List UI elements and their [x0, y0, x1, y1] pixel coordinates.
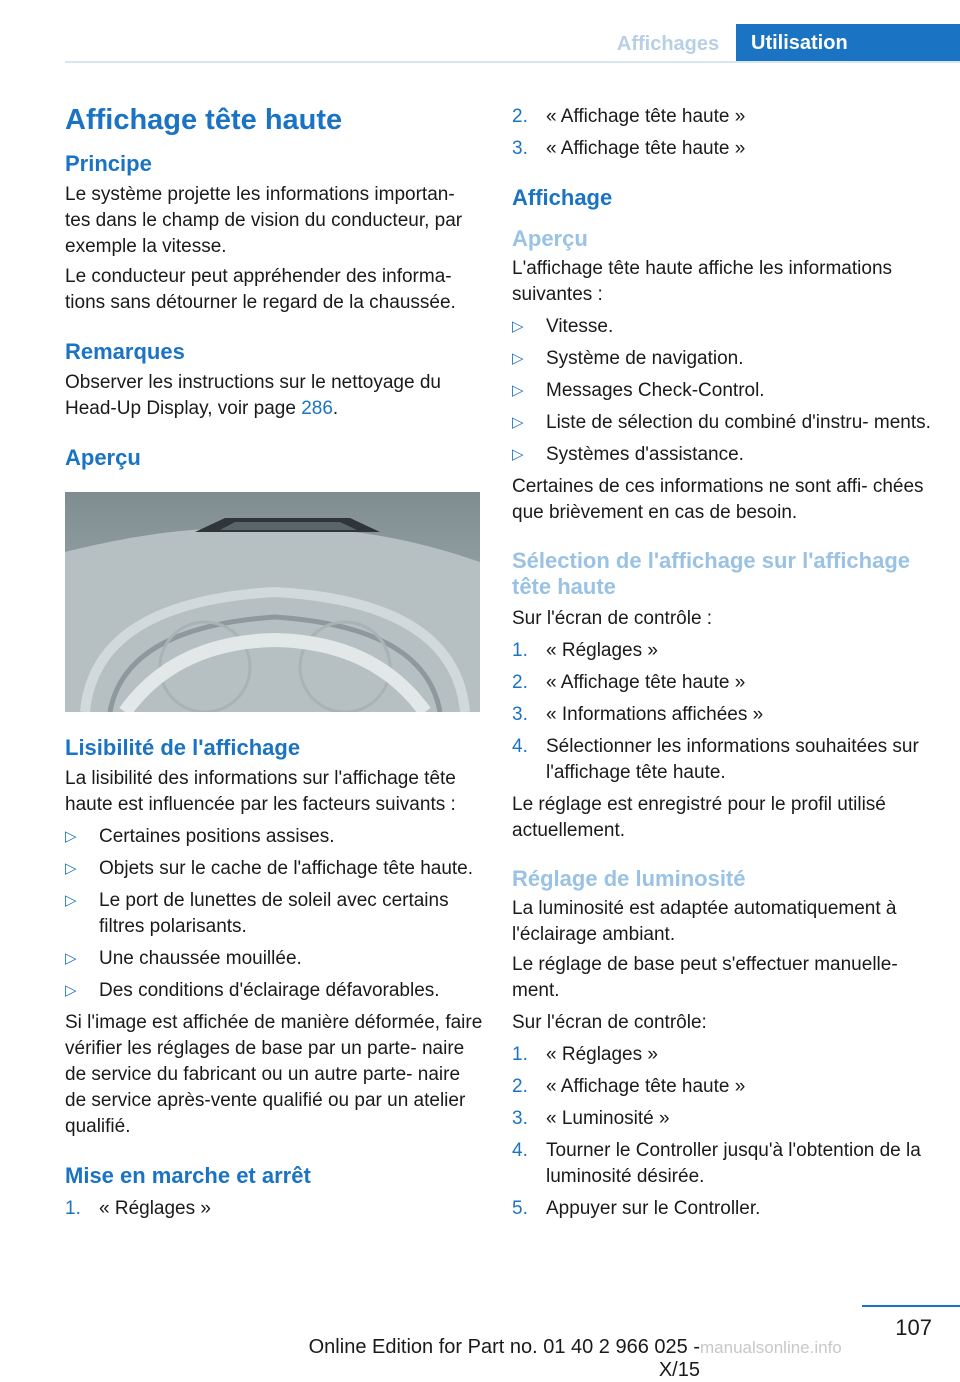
triangle-bullet-icon: ▷ [65, 860, 77, 877]
list-item [512, 1196, 932, 1222]
list-item-text: « Affichage tête haute » [546, 1076, 746, 1097]
list-item [512, 1106, 932, 1132]
list-item [65, 856, 483, 882]
luminosite-paragraph-2: Le réglage de base peut s'effectuer manuelle‐ ment. [512, 954, 898, 1001]
list-number: 1. [65, 1198, 81, 1219]
triangle-bullet-icon: ▷ [65, 950, 77, 967]
list-item-text: Une chaussée mouillée. [99, 948, 302, 969]
list-item [512, 670, 932, 696]
list-item-text: « Luminosité » [546, 1108, 670, 1129]
luminosite-heading: Réglage de luminosité [512, 866, 746, 891]
header-divider [65, 61, 960, 63]
triangle-bullet-icon: ▷ [512, 318, 524, 335]
apercu-paragraph: L'affichage tête haute affiche les informations suivantes : [512, 258, 893, 305]
list-item [512, 702, 932, 728]
list-item-text: « Affichage tête haute » [546, 106, 746, 127]
selection-intro: Sur l'écran de contrôle : [512, 608, 713, 629]
principe-paragraph-2: Le conducteur peut appréhender des informa‐ tions sans détourner le regard de la chaussée. [65, 266, 456, 313]
page-number: 107 [895, 1315, 932, 1340]
selection-list [512, 638, 932, 786]
affichage-heading: Affichage [512, 185, 613, 210]
list-item-text: « Réglages » [546, 1044, 658, 1065]
list-item [512, 314, 932, 340]
list-number: 3. [512, 1108, 528, 1129]
principe-heading: Principe [65, 151, 152, 176]
luminosite-paragraph-1: La luminosité est adaptée automatiquement à l'éclairage ambiant. [512, 898, 897, 945]
list-item [512, 734, 932, 786]
list-item-text: « Affichage tête haute » [546, 138, 746, 159]
apercu-subheading: Aperçu [512, 226, 588, 251]
triangle-bullet-icon: ▷ [512, 382, 524, 399]
list-item [65, 978, 483, 1004]
list-item-text: Objets sur le cache de l'affichage tête haute. [99, 858, 474, 879]
list-item [65, 946, 483, 972]
remarques-heading: Remarques [65, 339, 185, 364]
lisibilite-heading: Lisibilité de l'affichage [65, 735, 301, 760]
list-item [512, 1074, 932, 1100]
list-item-text: Tourner le Controller jusqu'à l'obtention de la luminosité désirée. [546, 1140, 921, 1187]
list-item [512, 1138, 932, 1190]
right-column [512, 100, 932, 1222]
triangle-bullet-icon: ▷ [512, 446, 524, 463]
list-number: 5. [512, 1198, 528, 1219]
lisibilite-paragraph: La lisibilité des informations sur l'affichage tête haute est influencée par les facteurs suivants : [65, 768, 456, 815]
left-column [65, 100, 483, 1222]
list-item [512, 638, 932, 664]
list-item-text: Système de navigation. [546, 348, 744, 369]
list-item-text: Systèmes d'assistance. [546, 444, 744, 465]
list-number: 1. [512, 1044, 528, 1065]
list-item-text: Certaines positions assises. [99, 826, 335, 847]
triangle-bullet-icon: ▷ [512, 414, 524, 431]
marche-heading: Mise en marche et arrêt [65, 1163, 311, 1188]
lisibilite-list [65, 824, 483, 1004]
head-up-display-illustration [65, 492, 480, 712]
edition-footer: Online Edition for Part no. 01 40 2 966 025 - X/15 [308, 1336, 700, 1381]
list-item [65, 1196, 483, 1222]
list-item-text: Vitesse. [546, 316, 614, 337]
marche-list [65, 1196, 483, 1222]
triangle-bullet-icon: ▷ [65, 982, 77, 999]
list-item [65, 824, 483, 850]
list-item-text: « Informations affichées » [546, 704, 764, 725]
list-item [512, 104, 932, 130]
watermark: manualsonline.info [700, 1338, 842, 1357]
list-number: 3. [512, 138, 528, 159]
list-item-text: « Réglages » [99, 1198, 211, 1219]
list-number: 4. [512, 736, 528, 757]
continued-list [512, 104, 932, 162]
remarques-text: Observer les instructions sur le nettoyage du Head-Up Display, voir page [65, 372, 441, 419]
luminosite-intro: Sur l'écran de contrôle: [512, 1012, 707, 1033]
list-number: 3. [512, 704, 528, 725]
list-item-text: Messages Check-Control. [546, 380, 765, 401]
footer-divider [862, 1305, 960, 1307]
selection-heading: Sélection de l'affichage sur l'affichage tête haute [512, 548, 911, 599]
list-item [512, 346, 932, 372]
list-item [512, 442, 932, 468]
list-number: 1. [512, 640, 528, 661]
remarques-paragraph [65, 370, 483, 422]
list-item [512, 378, 932, 404]
lisibilite-note: Si l'image est affichée de manière déformée, faire vérifier les réglages de base par un parte‐ naire de service du fabricant ou un autre parte‐ naire de service après-vente qualifié ou par un atelier qualifié. [65, 1012, 483, 1137]
remarques-period: . [332, 398, 339, 419]
list-number: 2. [512, 106, 528, 127]
list-item-text: « Affichage tête haute » [546, 672, 746, 693]
list-number: 2. [512, 1076, 528, 1097]
list-item [512, 410, 932, 436]
list-item-text: Sélectionner les informations souhaitées sur l'affichage tête haute. [546, 736, 919, 783]
list-item [512, 136, 932, 162]
triangle-bullet-icon: ▷ [512, 350, 524, 367]
apercu-list [512, 314, 932, 468]
principe-paragraph-1: Le système projette les informations importan‐ tes dans le champ de vision du conducteur, par exemple la vitesse. [65, 184, 463, 257]
header-section-tab: Affichages [616, 33, 720, 55]
list-item-text: Appuyer sur le Controller. [546, 1198, 761, 1219]
list-item [512, 1042, 932, 1068]
list-item-text: Des conditions d'éclairage défavorables. [99, 980, 440, 1001]
triangle-bullet-icon: ▷ [65, 828, 77, 845]
header-chapter-tab: Utilisation [736, 24, 960, 62]
list-item [65, 888, 483, 940]
luminosite-list [512, 1042, 932, 1222]
list-item-text: « Réglages » [546, 640, 658, 661]
list-item-text: Liste de sélection du combiné d'instru‐ ments. [546, 412, 931, 433]
selection-note: Le réglage est enregistré pour le profil utilisé actuellement. [512, 794, 886, 841]
triangle-bullet-icon: ▷ [65, 892, 77, 909]
list-number: 2. [512, 672, 528, 693]
page-reference-link[interactable]: 286 [301, 398, 333, 419]
list-number: 4. [512, 1140, 528, 1161]
dashboard-illustration-svg [65, 492, 480, 712]
apercu-heading: Aperçu [65, 445, 141, 470]
list-item-text: Le port de lunettes de soleil avec certains filtres polarisants. [99, 890, 449, 937]
page-title: Affichage tête haute [65, 104, 343, 136]
apercu-note: Certaines de ces informations ne sont affi‐ chées que brièvement en cas de besoin. [512, 476, 924, 523]
